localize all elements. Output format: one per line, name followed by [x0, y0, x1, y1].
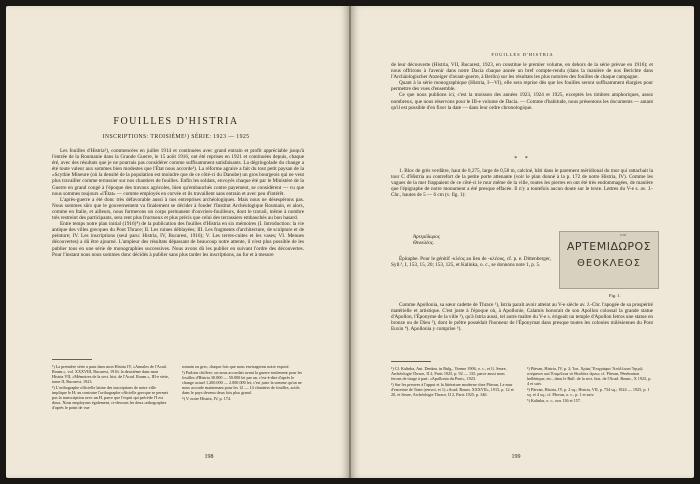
footnote: ²) L'orthographe officielle latine des inscriptions de notre ville implique le H; au contraire l'orthographe officielle grecque se permet pas la transcription avec un H, parce que l'esprit qui précède l'I est doux. Nous employons également, ci-dessous les deux orthographes d'après le point de vue [52, 385, 168, 410]
inscription-line: ΑΡΤΕΜΙΔΩΡΟΣ [566, 240, 652, 253]
footnote: ⁴) Pârvan, Histria, IV, p. 2 sq.; Histria, VII, p. 734 sq.; 1924 — 1925, p. 1 sq. et 4 sq.; cf. Pârvan, o. c., p. 1 et suiv. [527, 387, 650, 397]
paragraph: Comme Apollonia, sa sœur cadette de Thrace ¹), Istria paraît avoir atteint au V-e siècle av. J.-Chr. l'apogée de sa prospérité matérielle et artistique. C'est juste à l'époque où, à Apollonie, Calamis honorait de son Apollon colossal la grande statue d'Apollon, l'Éponyme de la ville ²), qu'à Istria aussi, tel autre maître du V-e s. érigeait un temple d'Apollon Ietros une statue en bronze ou de Dieu ³), dont le prêtre possédait l'honneur de l'Éponymat dans presque toutes les colonies milésiennes du Pont Euxin ⁴). Apollonia y comprise ⁵). [391, 302, 654, 333]
section-subtitle: INSCRIPTIONS: TROISIÈME¹) SÉRIE: 1923 — 1925 [102, 134, 250, 140]
paragraph: Ce que nous publions ici, c'est la moisson des années 1923, 1924 et 1925, exceptés les timbres amphoriques, assez nombreux, que nous réservons pour le III-e volume de Dacia. — Comme d'habitude, nous présentons les documents — autant qu'il est possible d'en fixer la date — dans leur ordre chronologique. [391, 92, 653, 111]
greek-line: Θεοκλέος. [413, 240, 435, 247]
inscription-figure [559, 231, 659, 289]
paragraph: de leur découverte (Histria, VII, Bucarest, 1923, en constitue le premier volume, en dehors de la série prévue en 1916); et nous offrirons à l'avenir dans notre Dacia chaque année un bref compte-rendu (dans la manière de nos Berichte dans l'Archäologischer Anzeiger d'avant-guerre, à Berlin) sur les résultats les plus notoires des fouilles de chaque campagne. [391, 62, 653, 81]
footnote: ¹) Cf. Kalinka, Ant. Denkm. in Bulg., Vienne 1906, o. c., et G. Seure, Archéologie Thrace, II 2, Paris 1925, p. 92 — 135, parce aussi nous ferons de tirage à part: «Apollonia du Pont», 1923. [391, 366, 507, 381]
page-title: FOUILLES D'HISTRIA [113, 116, 239, 127]
footnotes-left-col1 [52, 364, 170, 411]
paragraph: Entre temps notre plan initial (1916)⁴) de la publication des fouilles d'Histria en six mémoires (I. Introduction: la vie antique des villes grecques du Pont Thrace; II. Les ruines déblayées; III. Les fragments d'architecture, de sculpture et de peinture; IV. Les inscriptions (seul paru: Histria, IV, Bucarest, 1916); V. Les terres-cuites et les vases; VI. Menues découvertes) a dû être ajourné. L'ampleur des résultats dépassant de beaucoup notre attente, il n'est plus possible de les publier tous en une série de monographies successives. Nous avons dû les publier en suivant l'ordre des découvertes. Pour l'instant nous nous sommes donc décidés à publier sans plus tarder les inscriptions, au fur et à mesure [52, 221, 304, 258]
paragraph: 1. Bloc de grès verdâtre, haut de 0,275, large de 0,58 m, calciné, bâti dans le parement méridional du mur qui rattachait la tour C d'Histria au contrefort de la petite porte attenante (voir le plan donné à la p. 172 de notre Histria, IV). Comme les vagues de la mer frappaient de ce côté-ci le mur même de la ville, toutes les pierres en ont été très endommagées, de manière que l'épigraphe de notre monument a été presque effacée. Il n'y a toutefois aucun doute sur le texte. Lettres du V-e s. av. J.-Chr., hautes de 5 — 6 cm (v. fig. 1): [391, 168, 653, 199]
footnote: ⁵) Kalinka, o. c., nos 136 et 157. [527, 398, 582, 403]
epitaph-note [391, 256, 551, 268]
greek-line: Ἀρτεμίδωρος [413, 234, 440, 240]
paragraph: Les fouilles d'Histria²), commencées en juillet 1914 et continuées avec grand entrain et profit appréciable jusqu'à l'entrée de la Roumanie dans la Grande Guerre, le 15 août 1916, ont été reprises en 1921 et continuées depuis, chaque été, avec des résultats que je ne pourrais pas considérer comme suffisamment satisfaisants. La dégringolade du change a été toute valeur aux sommes bien modestes que l'État nous accorde³). La réforme agraire a fait du tout petit paysan de la «Scythie Mineure (où la densité de la population est moindre que de ce côté-ci du Danube) un gros bourgeois qui ne veut plus travailler comme terrassier sur nos chantiers de fouilles. Enfin les soldats, envoyés chaque été par le Ministère de la Guerre en grand congé à l'époque des travaux agricoles, bien qu'embauchés contre payement, se considèrent — vu que nous sommes toujours «l'État» — comme employés en corvée et ils travaillent sans entrain et avec peu d'intérêt. [52, 148, 304, 197]
page-number: 198 [204, 454, 214, 460]
figure-caption: Fig. 1. [609, 293, 621, 298]
left-body [52, 148, 304, 258]
footnote-rule [391, 361, 431, 362]
dimension-label: 0,58 [620, 233, 627, 237]
footnote: romain ou grec, chaque fois que nous envisageons notre exposé. [182, 364, 290, 369]
left-page [6, 6, 349, 478]
running-head: FOUILLES D'HISTRIA [491, 52, 554, 57]
book-spread [6, 6, 694, 478]
footnotes-right-col1 [391, 366, 515, 398]
greek-text [413, 234, 533, 246]
inscription-line: ΘΕΟΚΛΕΟΣ [577, 258, 641, 269]
section-asterisks: * * [514, 156, 531, 162]
footnote: ³) Parlons chiffres: on nous accordait avant la guerre seulement pour les fouilles d'Histria 30.000 — 50.000 lei par an, c'est-à-dire d'après le change actuel 1.200.000 — 2.000.000 lei; c'est juste la somme qu'on ne nous accorde maintenant pour les 12 — 14 chantiers de fouilles, actifs dans le pays devenu deux fois plus grand. [182, 370, 303, 395]
page-number: 199 [511, 454, 521, 460]
footnote: ⁴) V. notre Histria, IV, p. 174. [182, 396, 232, 401]
footnote: ³) Pârvan, Histria, IV, p. 2; 'Ιατ. Ἀρίας' Ἐπιγράφαι 'Απόλλωνα 'Ιητρῷ στέφανον καὶ Ἐπιμέλεια τὸ Θεοδότε ίέρεω; cf. Pârvan, Pénétration hellénique, etc., dans le Bull. de la sect. hist. de l'Acad. Roum., X 1923, p. 4 et suiv. [527, 366, 652, 386]
paragraph: Épitaphe. Pour le génitif -κλέος au lieu de -κλέους, cf. p. e. Dittenberger, Syll.³, I, 153, 15, 20; 153, 125, et Kalinka, o. c., se donnons note 1, p. 5. [391, 256, 551, 269]
paragraph: Quant à la série monographique (Histria, I—VI), elle sera reprise dès que les fouilles seront suffisamment élargies pour permettre des vues d'ensemble. [391, 80, 653, 93]
footnote: ¹) La première série a paru dans mon Histria IV, «Annales de l'Acad. Roum.», vol. XXXVIII, Bucarest, 1916; la deuxième dans mon Histria VII, «Mémoires de la sect. hist. de l'Acad. Roum.», III-e série, tome II, Bucarest, 1923. [52, 364, 169, 384]
footnotes-right-col2 [527, 366, 653, 404]
inscription-description [391, 168, 653, 198]
footnote-rule [52, 359, 92, 360]
apollonia-paragraph [391, 302, 653, 332]
right-page [351, 6, 694, 478]
paragraph: L'après-guerre a été donc très défavorable aussi à nos entreprises archéologiques. Mais nous ne désespérons pas. Nous sommes sûrs que le gouvernement va finalement se décider à fonder l'Institut Archéologique Roumain, et alors, comme en Italie, et ailleurs, nous formerons un corps permanent d'ouvriers-fouilleurs, dont le travail, même à nombre très restreint des participants, sera rent plus fructueux et plus précis que celui des terrassiers embauchés au bon hasard. [52, 196, 304, 222]
footnote: ²) Sur les preuves à l'appui et la littérature moderne chez Pârvan, Le mur d'enceinte de Tomi (renvoi, et 1) «Acad. Roum. XXXVII», 1915, p. 12 et 20, et Seure, Archéologie Thrace, II 2, Paris 1925, p. 346. [391, 382, 514, 397]
right-body-top [391, 62, 653, 111]
footnotes-left-col2 [182, 364, 304, 402]
